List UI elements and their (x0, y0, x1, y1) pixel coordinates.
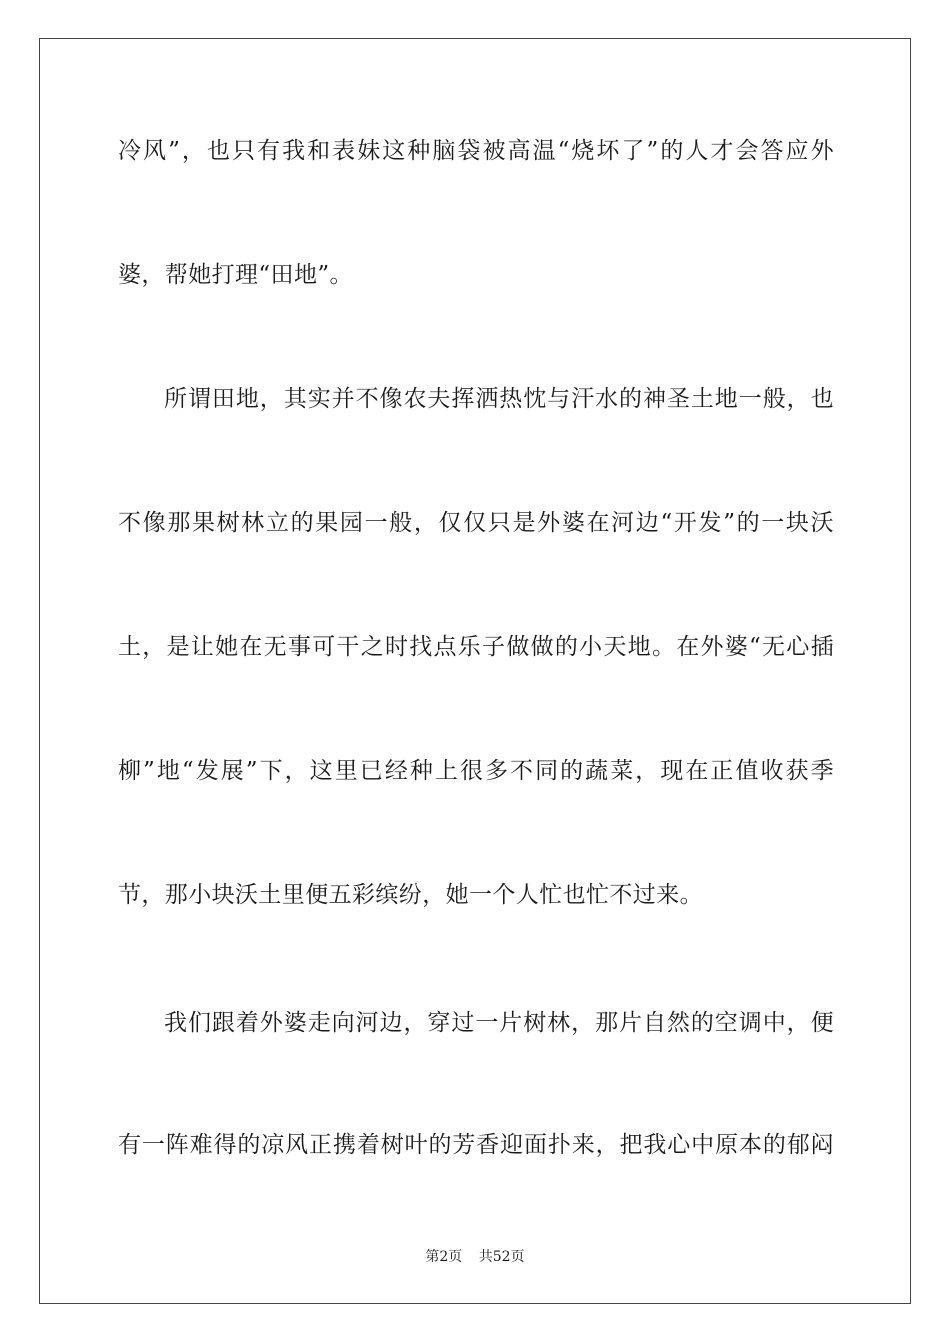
text-line-7: 节，那小块沃土里便五彩缤纷，她一个人忙也忙不过来。 (118, 882, 703, 908)
page-footer (0, 1248, 950, 1266)
total-pages: 共52页 (478, 1249, 525, 1265)
text-line-6: 柳”地“发展”下，这里已经种上很多不同的蔬菜，现在正值收获季 (118, 758, 834, 784)
text-line-8: 我们跟着外婆走向河边，穿过一片树林，那片自然的空调中，便 (164, 1010, 834, 1036)
page-border (39, 38, 911, 1304)
text-line-3: 所谓田地，其实并不像农夫挥洒热忱与汗水的神圣土地一般，也 (164, 386, 834, 412)
text-line-9: 有一阵难得的凉风正携着树叶的芳香迎面扑来，把我心中原本的郁闷 (118, 1132, 834, 1158)
text-line-4: 不像那果树林立的果园一般，仅仅只是外婆在河边“开发”的一块沃 (118, 510, 834, 536)
text-line-1: 冷风”，也只有我和表妹这种脑袋被高温“烧坏了”的人才会答应外 (118, 138, 834, 164)
text-line-5: 土，是让她在无事可干之时找点乐子做做的小天地。在外婆“无心插 (118, 634, 834, 660)
text-line-2: 婆，帮她打理“田地”。 (118, 262, 353, 288)
page-number: 第2页 (425, 1249, 463, 1265)
